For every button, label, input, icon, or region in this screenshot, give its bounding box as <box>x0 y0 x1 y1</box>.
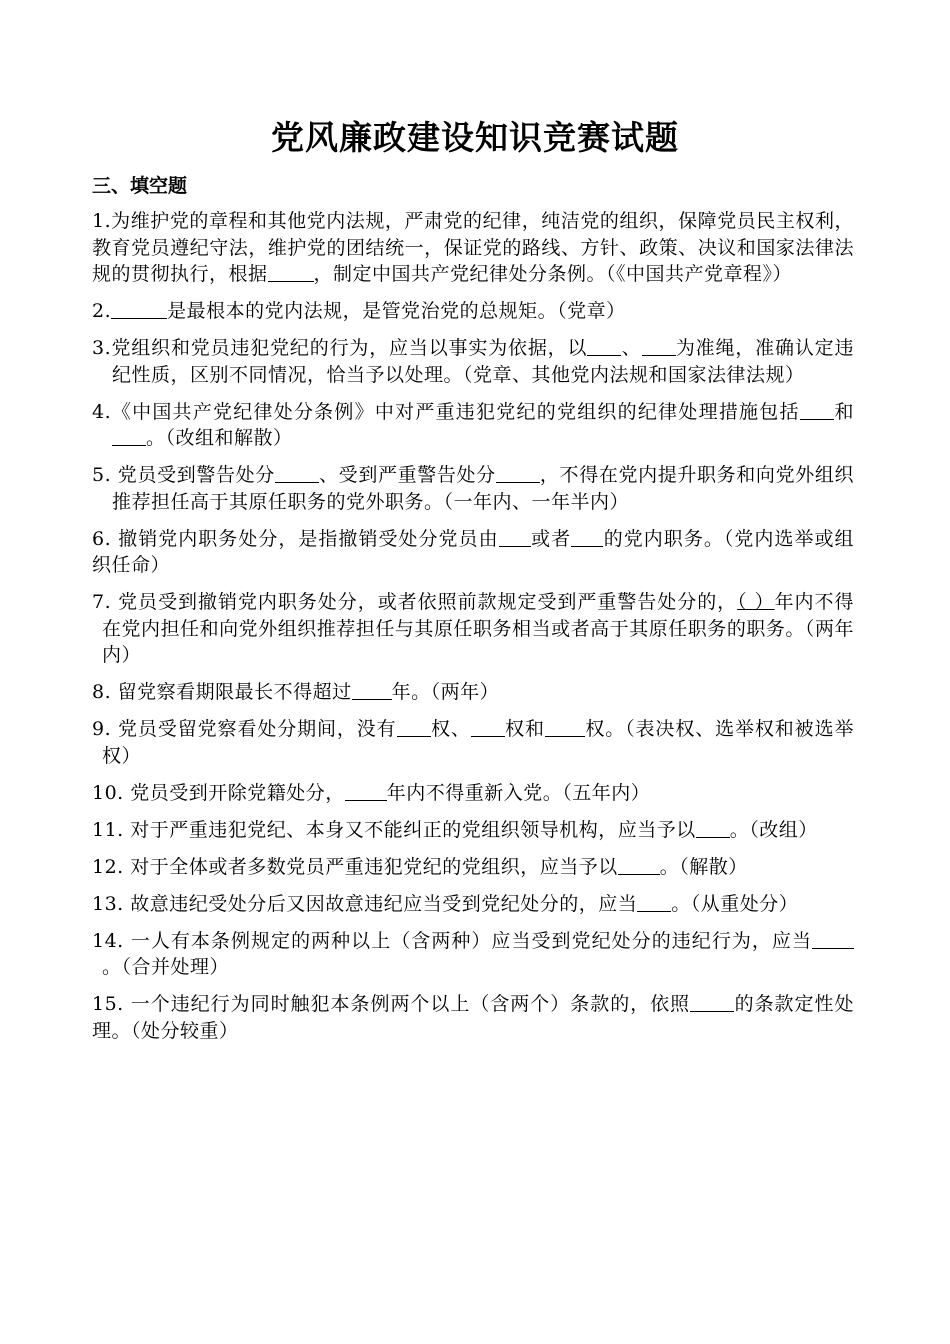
question-2: 2. 是最根本的党内法规，是管党治党的总规矩。（党章） <box>92 300 626 322</box>
question-4: 4.《中国共产党纪律处分条例》中对严重违犯党纪的党组织的纪律处理措施包括 和。（改组和解散） <box>92 400 854 449</box>
question-9: 9. 党员受留党察看处分期间，没有 权、 权和 权。（表决权、选举权和被选举权） <box>92 718 854 767</box>
question-11: 11. 对于严重违犯党纪、本身又不能纠正的党组织领导机构，应当予以 。（改组） <box>92 818 818 841</box>
answer-blank <box>587 337 621 356</box>
answer-blank <box>471 718 505 737</box>
question-13: 13. 故意违纪受处分后又因故意违纪应当受到党纪处分的，应当 。（从重处分） <box>92 892 799 915</box>
question-list <box>92 208 854 1055</box>
answer-blank <box>268 263 314 282</box>
answer-blank-parentheses: （ ） <box>737 591 775 613</box>
answer-blank <box>275 464 319 483</box>
answer-blank <box>397 718 431 737</box>
question-14: 14. 一人有本条例规定的两种以上（含两种）应当受到党纪处分的违纪行为，应当。（合并处理） <box>92 928 854 981</box>
question-5: 5. 党员受到警告处分 、受到严重警告处分 ，不得在党内提升职务和向党外组织推荐担任高于其原任职务的党外职务。（一年内、一年半内） <box>92 464 854 513</box>
answer-blank <box>545 718 585 737</box>
answer-blank <box>800 401 834 420</box>
question-6: 6. 撤销党内职务处分，是指撤销受处分党员由 或者 的党内职务。（党内选举或组织任命） <box>92 527 854 576</box>
answer-blank <box>571 528 603 547</box>
question-8: 8. 留党察看期限最长不得超过 年。（两年） <box>92 681 500 703</box>
question-1: 1.为维护党的章程和其他党内法规，严肃党的纪律，纯洁党的组织，保障党员民主权利，教育党员遵纪守法，维护党的团结统一，保证党的路线、方针、政策、决议和国家法律法规的贯彻执行，根据 ，制定中国共产党纪律处分条例。（《中国共产党章程》） <box>92 210 854 285</box>
answer-blank <box>642 337 676 356</box>
question-12: 12. 对于全体或者多数党员严重违犯党纪的党组织，应当予以 。（解散） <box>92 855 748 878</box>
answer-blank <box>690 993 734 1012</box>
answer-blank <box>618 856 660 875</box>
answer-blank <box>812 930 854 949</box>
answer-blank <box>499 528 531 547</box>
question-3: 3.党组织和党员违犯党纪的行为，应当以事实为依据，以 、 为准绳，准确认定违纪性质，区别不同情况，恰当予以处理。（党章、其他党内法规和国家法律法规） <box>92 337 854 386</box>
answer-blank <box>696 819 730 838</box>
question-7: 7. 党员受到撤销党内职务处分，或者依照前款规定受到严重警告处分的，（ ）年内不得在党内担任和向党外组织推荐担任与其原任职务相当或者高于其原任职务的职务。（两年内） <box>92 591 854 666</box>
section-heading: 三、填空题 <box>92 175 188 197</box>
answer-blank <box>111 300 167 319</box>
answer-blank <box>345 782 387 801</box>
answer-blank <box>112 427 146 446</box>
answer-blank <box>496 464 540 483</box>
answer-blank <box>637 893 671 912</box>
answer-blank <box>352 681 392 700</box>
question-10: 10. 党员受到开除党籍处分， 年内不得重新入党。（五年内） <box>92 781 651 804</box>
document-title: 党风廉政建设知识竞赛试题 <box>271 118 679 157</box>
question-15: 15. 一个违纪行为同时触犯本条例两个以上（含两个）条款的，依照 的条款定性处理。（处分较重） <box>92 993 854 1042</box>
